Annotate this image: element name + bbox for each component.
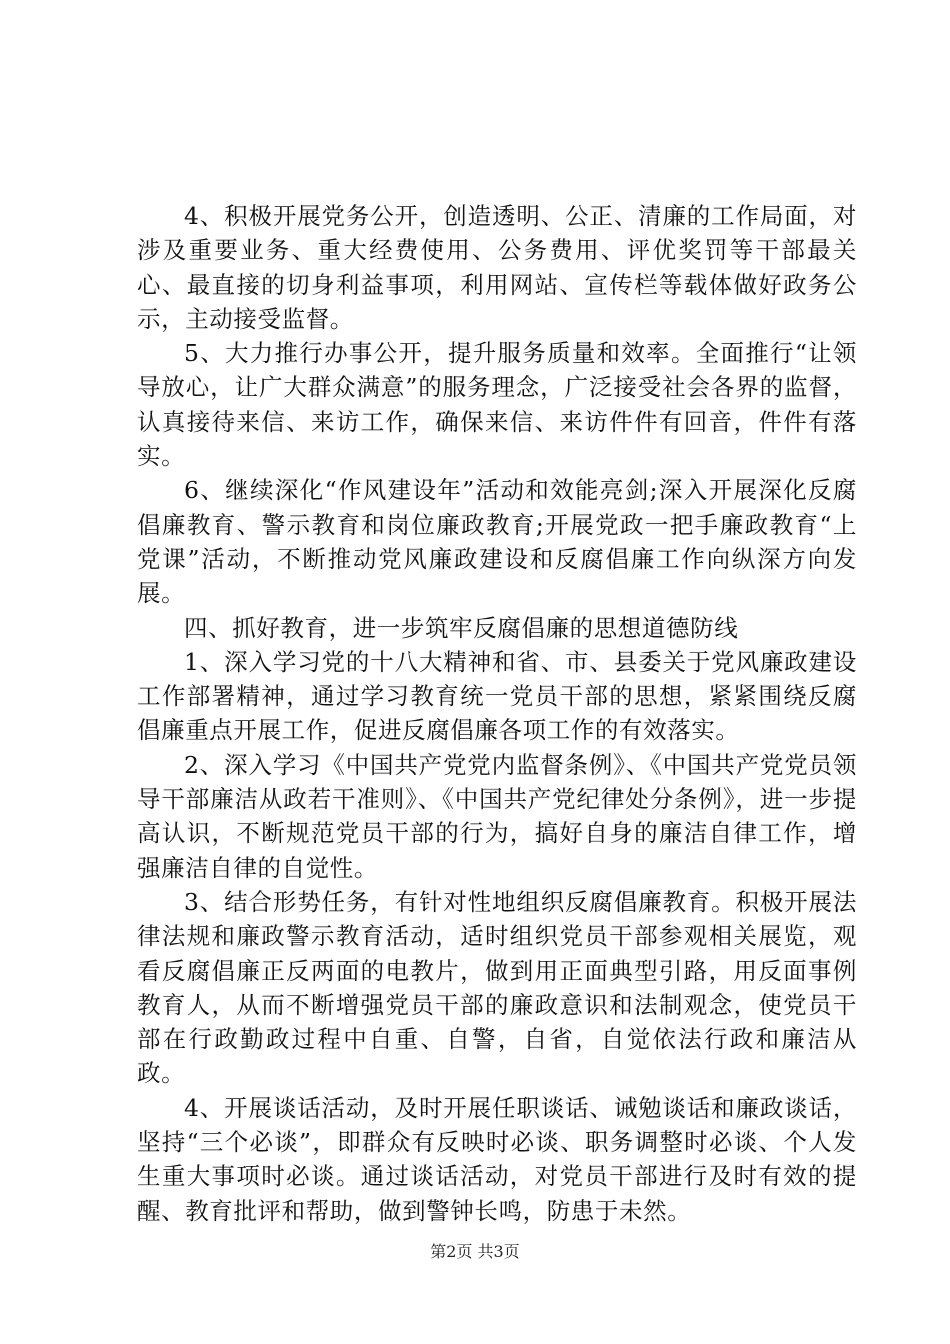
section-heading-education: 四、抓好教育，进一步筑牢反腐倡廉的思想道德防线 bbox=[184, 613, 739, 642]
paragraph-item-5-service: 5、大力推行办事公开，提升服务质量和效率。全面推行“让领导放心，让广大群众满意”的服务理念，广泛接受社会各界的监督，认真接待来信、来访工作，确保来信、来访件件有回音，件件有落实。 bbox=[137, 339, 857, 471]
paragraph-item-4-party-affairs: 4、积极开展党务公开，创造透明、公正、清廉的工作局面，对涉及重要业务、重大经费使用、公务费用、评优奖罚等干部最关心、最直接的切身利益事项，利用网站、宣传栏等载体做好政务公示，主动接受监督。 bbox=[137, 202, 857, 333]
paragraph-item-2-regulations: 2、深入学习《中国共产党党内监督条例》、《中国共产党党员领导干部廉洁从政若干准则》、《中国共产党纪律处分条例》，进一步提高认识，不断规范党员干部的行为，搞好自身的廉洁自律工作，增强廉洁自律的自觉性。 bbox=[137, 750, 857, 882]
document-body bbox=[137, 199, 857, 1228]
paragraph-item-3-warning-education: 3、结合形势任务，有针对性地组织反腐倡廉教育。积极开展法律法规和廉政警示教育活动，适时组织党员干部参观相关展览，观看反腐倡廉正反两面的电教片，做到用正面典型引路，用反面事例教育人，从而不断增强党员干部的廉政意识和法制观念，使党员干部在行政勤政过程中自重、自警，自省，自觉依法行政和廉洁从政。 bbox=[137, 887, 857, 1088]
paragraph-item-4-talks: 4、开展谈话活动，及时开展任职谈话、诫勉谈话和廉政谈话，坚持“三个必谈”，即群众有反映时必谈、职务调整时必谈、个人发生重大事项时必谈。通过谈话活动，对党员干部进行及时有效的提醒、教育批评和帮助，做到警钟长鸣，防患于未然。 bbox=[137, 1093, 857, 1225]
paragraph-item-1-study: 1、深入学习党的十八大精神和省、市、县委关于党风廉政建设工作部署精神，通过学习教育统一党员干部的思想，紧紧围绕反腐倡廉重点开展工作，促进反腐倡廉各项工作的有效落实。 bbox=[137, 647, 857, 745]
page-number-footer: 第2页 共3页 bbox=[430, 1242, 520, 1261]
paragraph-item-6-work-style: 6、继续深化“作风建设年”活动和效能亮剑;深入开展深化反腐倡廉教育、警示教育和岗位廉政教育;开展党政一把手廉政教育“上党课”活动，不断推动党风廉政建设和反腐倡廉工作向纵深方向发展。 bbox=[137, 476, 857, 608]
